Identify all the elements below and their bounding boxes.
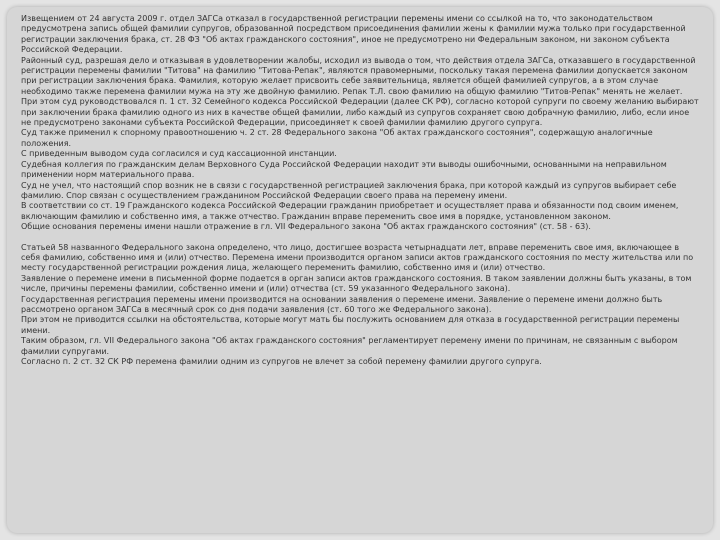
paragraph: С приведенным выводом суда согласился и суд кассационной инстанции. xyxy=(21,149,337,159)
text-block-1 xyxy=(21,14,699,233)
block-separator xyxy=(21,233,699,243)
document-slide xyxy=(7,7,713,533)
paragraph: При этом не приводится ссылки на обстоятельства, которые могут мать бы послужить основанием для отказа в государственной регистрации перемены имени. xyxy=(21,315,680,335)
paragraph: Статьей 58 названного Федерального закона определено, что лицо, достигшее возраста четырнадцати лет, вправе переменить свое имя, включающее в себя фамилию, собственно имя и (или) отчество. Перемена имени производится органом записи актов гражданского состояния по месту жительства или по месту государственной регистрации рождения лица, желающего переменить фамилию, собственно имя и (или) отчество. xyxy=(21,242,694,273)
paragraph: Суд также применил к спорному правоотношению ч. 2 ст. 28 Федерального закона "Об актах гражданского состояния", содержащую аналогичные положения. xyxy=(21,128,653,148)
paragraph: При этом суд руководствовался п. 1 ст. 32 Семейного кодекса Российской Федерации (далее СК РФ), согласно которой супруги по своему желанию выбирают при заключении брака фамилию одного из них в качестве общей фамилии, либо каждый из супругов сохраняет свою добрачную фамилию, либо, если иное не предусмотрено законами субъекта Российской Федерации, присоединяет к своей фамилии фамилию другого супруга. xyxy=(21,97,699,128)
paragraph: Судебная коллегия по гражданским делам Верховного Суда Российской Федерации находит эти выводы ошибочными, основанными на неправильном применении норм материального права. xyxy=(21,159,667,180)
paragraph: Извещением от 24 августа 2009 г. отдел ЗАГСа отказал в государственной регистрации перемены имени со ссылкой на то, что законодательством предусмотрена запись общей фамилии супругов, образованной посредством присоединения фамилии жены к фамилии мужа только при государственной регистрации заключения брака, ст. 28 ФЗ "Об актах гражданского состояния", иное не предусмотрено ни Федеральным законом, ни законом субъекта Российской Федерации. xyxy=(21,14,686,55)
paragraph: Таким образом, гл. VII Федерального закона "Об актах гражданского состояния" регламентирует перемену имени по причинам, не связанным с выбором фамилии супругами. xyxy=(21,336,678,356)
paragraph: Общие основания перемены имени нашли отражение в гл. VII Федерального закона "Об актах гражданского состояния" (ст. 58 - 63). xyxy=(21,222,591,232)
paragraph: Согласно п. 2 ст. 32 СК РФ перемена фамилии одним из супругов не влечет за собой перемену фамилии другого супруга. xyxy=(21,357,542,366)
text-block-2 xyxy=(21,243,699,368)
paragraph: Районный суд, разрешая дело и отказывая в удовлетворении жалобы, исходил из вывода о том, что действия отдела ЗАГСа, отказавшего в государственной регистрации перемены фамилии "Титова" на фамилию "Титова-Репак", являются правомерными, поскольку такая перемена фамилии допускается законом при регистрации заключения брака. Фамилия, которую желает присвоить себе заявительница, является общей фамилией супругов, а в этом случае необходимо также перемена фамилии мужа на эту же двойную фамилию. Репак Т.Л. свою фамилию на общую фамилию "Титов-Репак" менять не желает. xyxy=(21,55,696,96)
paragraph: Государственная регистрация перемены имени производится на основании заявления о перемене имени. Заявление о перемене имени должно быть рассмотрено органом ЗАГСа в месячный срок со дня подачи заявления (ст. 60 того же Федерального закона). xyxy=(21,294,663,314)
paragraph: Суд не учел, что настоящий спор возник не в связи с государственной регистрацией заключения брака, при которой каждый из супругов выбирает себе фамилию. Спор связан с осуществлением гражданином Российской Федерации своего права на перемену имени. xyxy=(21,180,677,200)
paragraph: Заявление о перемене имени в письменной форме подается в орган записи актов гражданского состояния. В таком заявлении должны быть указаны, в том числе, причины перемены фамилии, собственно имени и (или) отчества (ст. 59 указанного Федерального закона). xyxy=(21,273,692,294)
paragraph: В соответствии со ст. 19 Гражданского кодекса Российской Федерации гражданин приобретает и осуществляет права и обязанности под своим именем, включающим фамилию и собственно имя, а также отчество. Гражданин вправе переменить свое имя в порядке, установленном законом. xyxy=(21,201,679,221)
